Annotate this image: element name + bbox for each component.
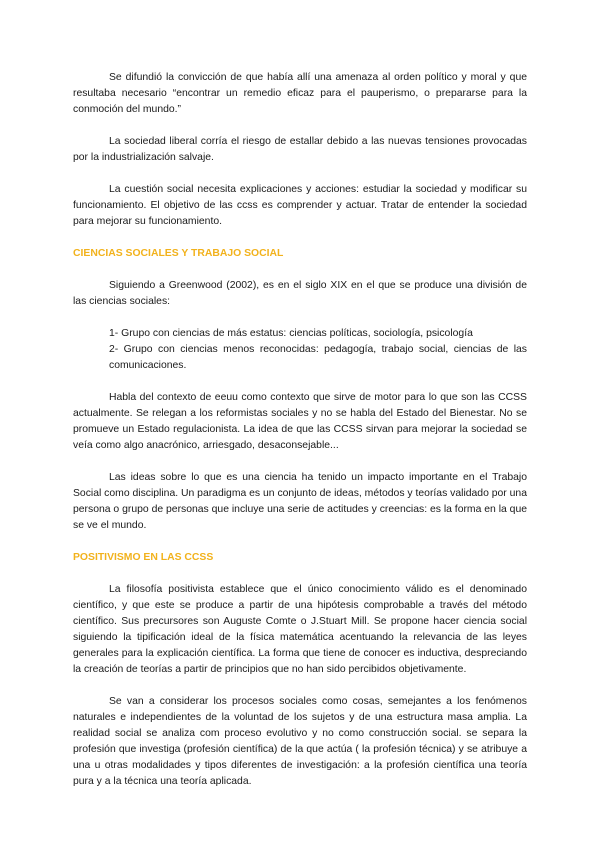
paragraph-1: Se difundió la convicción de que había allí una amenaza al orden político y moral y que resultaba necesario “encontrar un remedio eficaz para el pauperismo, o prepararse para la conmoción del mundo.” (73, 72, 527, 115)
paragraph-8: Se van a considerar los procesos sociales como cosas, semejantes a los fenómenos naturales e independientes de la voluntad de los sujetos y de una estructura masa amplia. La realidad social se analiza com proceso evolutivo y no como construcción social. se separa la profesión que investiga (profesión científica) de la que actúa ( la profesión técnica) y se atribuye a una u otras modalidades y tipos diferentes de investigación: a la profesión científica una teoría pura y a la técnica una teoría aplicada. (73, 696, 527, 787)
list-item: 2- Grupo con ciencias menos reconocidas: pedagogía, trabajo social, ciencias de las comunicaciones. (109, 344, 527, 371)
list-item: 1- Grupo con ciencias de más estatus: ciencias políticas, sociología, psicología (109, 328, 473, 339)
paragraph-2: La sociedad liberal corría el riesgo de estallar debido a las nuevas tensiones provocadas por la industrialización salvaje. (73, 136, 527, 163)
paragraph-3: La cuestión social necesita explicaciones y acciones: estudiar la sociedad y modificar su funcionamiento. El objetivo de las ccss es comprender y actuar. Tratar de entender la sociedad para mejorar su funcionamiento. (73, 184, 527, 227)
division-list (73, 326, 527, 374)
section-heading-ciencias-sociales: CIENCIAS SOCIALES Y TRABAJO SOCIAL (73, 248, 284, 259)
paragraph-7: La filosofía positivista establece que el único conocimiento válido es el denominado científico, y que este se produce a partir de una hipótesis comprobable a través del método científico. Sus precursores son Auguste Comte o J.Stuart Mill. Se propone hacer ciencia social siguiendo la tipificación ideal de la física matemática acentuando la relevancia de las leyes generales para la explicación científica. La forma que tiene de conocer es inductiva, despreciando la creación de teorías a partir de principios que no han sido percibidos objetivamente. (73, 584, 527, 675)
paragraph-6: Las ideas sobre lo que es una ciencia ha tenido un impacto importante en el Trabajo Social como disciplina. Un paradigma es un conjunto de ideas, métodos y teorías validado por una persona o grupo de personas que incluye una serie de actitudes y creencias: es la forma en la que se ve el mundo. (73, 472, 528, 531)
section-heading-positivismo: POSITIVISMO EN LAS CCSS (73, 552, 214, 563)
paragraph-4: Siguiendo a Greenwood (2002), es en el siglo XIX en el que se produce una división de las ciencias sociales: (73, 280, 527, 307)
paragraph-5: Habla del contexto de eeuu como contexto que sirve de motor para lo que son las CCSS actualmente. Se relegan a los reformistas sociales y no se habla del Estado del Bienestar. No se promueve un Estado regulacionista. La idea de que las CCSS sirvan para mejorar la sociedad se veía como algo anacrónico, arriesgado, desaconsejable... (73, 392, 527, 451)
